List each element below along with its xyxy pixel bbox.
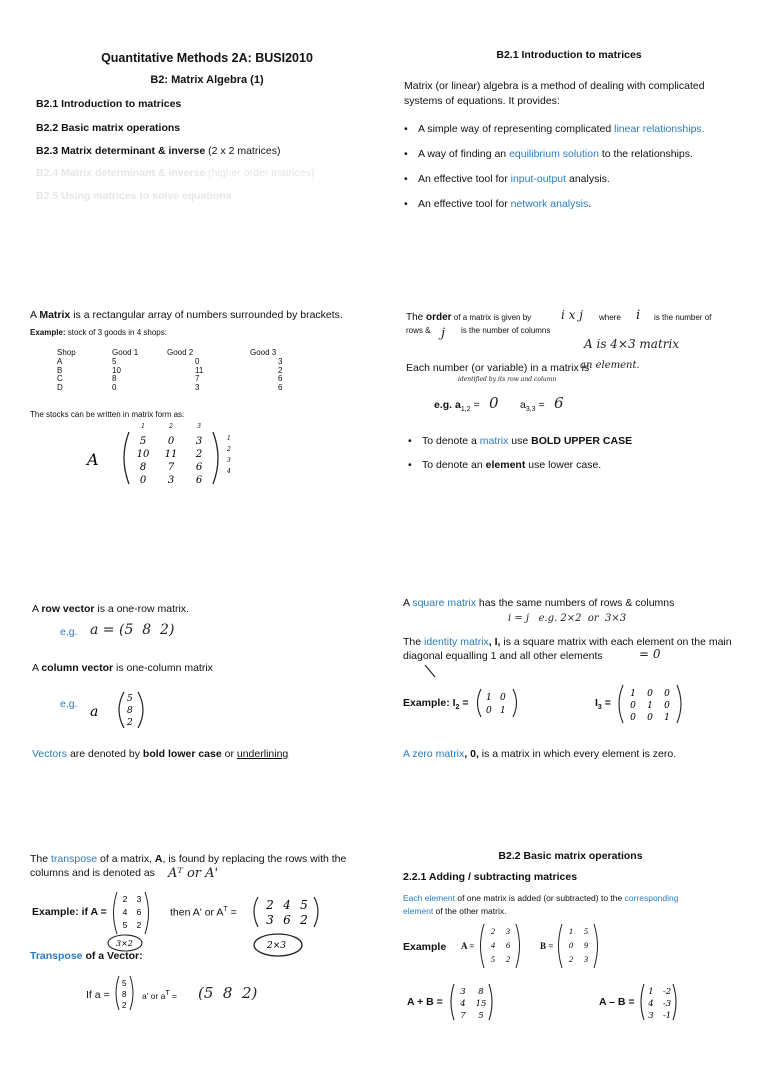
- slide-5: [32, 602, 392, 842]
- sum-cell: 7: [460, 1011, 466, 1021]
- notation-element: • To denote an element use lower case.: [408, 459, 738, 471]
- col-eg-label: e.g.: [60, 698, 78, 710]
- hand-matrix-cell: 2: [195, 449, 203, 460]
- hand-at-cell: 3: [266, 913, 274, 927]
- hand-matrix-cell: 8: [139, 462, 147, 473]
- hand-row-index: 3: [227, 457, 231, 464]
- i3-cell: 0: [647, 689, 653, 699]
- slide-4: [406, 308, 766, 548]
- hand-ixj: i x j: [561, 308, 583, 322]
- a-cell: 2: [136, 920, 142, 930]
- a-cell: 5: [122, 920, 128, 930]
- hand-matrix-name: A: [87, 450, 99, 469]
- hand-col-index: 2: [169, 423, 173, 430]
- hand-transpose-notation: Aᵀ or A': [168, 866, 219, 881]
- example-label: Example: [403, 941, 447, 953]
- hand-col-name: a: [90, 704, 99, 720]
- hand-matrix-cell: 5: [139, 436, 147, 447]
- matrix-A: [479, 922, 523, 970]
- element-example: e.g. $a_{1,2}$ =: [434, 399, 480, 414]
- identity-3x3: [617, 683, 687, 727]
- vec-cell: 5: [122, 979, 127, 988]
- a-cell: 3: [136, 894, 142, 904]
- hand-3x2-label: 3×2: [116, 939, 133, 948]
- slide-7: [30, 852, 390, 1092]
- sum-cell: 3: [460, 987, 466, 997]
- transpose-vector-heading: Transpose of a Vector:: [30, 950, 143, 962]
- vec-cell: 8: [122, 990, 127, 999]
- hand-row-index: 1: [227, 435, 231, 442]
- order-rows-label: rows &: [406, 326, 431, 335]
- contents-item-1: B2.1 Introduction to matrices: [36, 98, 182, 110]
- notation-matrix: • To denote a matrix use BOLD UPPER CASE: [408, 435, 738, 447]
- transpose-example-label: Example: if A =: [32, 906, 107, 918]
- hand-at-cell: 6: [283, 913, 291, 927]
- diff-cell: -2: [662, 987, 672, 997]
- i2-cell: 0: [486, 706, 492, 716]
- hand-identified: identified by its row and column: [458, 376, 557, 383]
- order-where: where: [599, 313, 621, 322]
- matrix-B: [557, 922, 601, 970]
- diff-cell: 1: [648, 987, 654, 997]
- a-cell: 2: [505, 954, 511, 964]
- hand-matrix-cell: 0: [167, 436, 175, 447]
- sum-cell: 5: [478, 1011, 484, 1021]
- then-label: then A' or $A^T$ =: [170, 906, 237, 919]
- a-cell: 4: [490, 940, 496, 950]
- vector-a-column: [114, 974, 136, 1014]
- i3-cell: 1: [630, 689, 636, 699]
- difference-label: A – B =: [599, 996, 635, 1008]
- sum-cell: 4: [460, 999, 466, 1009]
- i3-cell: 0: [664, 689, 670, 699]
- hand-square-note: i = j e.g. 2×2 or 3×3: [508, 613, 627, 624]
- i2-cell: 1: [500, 706, 506, 716]
- use-1: • A simple way of representing complicated linear relationships.: [404, 123, 744, 135]
- bracket-left: [119, 692, 124, 728]
- vec-cell: 2: [122, 1001, 127, 1010]
- row-eg-label: e.g.: [60, 626, 78, 638]
- hand-an-element: an element.: [580, 360, 640, 371]
- uses-list: [404, 123, 744, 210]
- matrix-form-caption: The stocks can be written in matrix form as:: [30, 410, 185, 419]
- table-row: C 8 7 6: [57, 374, 283, 384]
- i3-cell: 1: [647, 701, 653, 711]
- hand-A-transpose: [252, 895, 322, 931]
- i3-cell: 0: [664, 701, 670, 711]
- hand-at-cell: 4: [283, 898, 291, 912]
- order-definition: The order of a matrix is given by: [406, 312, 532, 323]
- hand-matrix-cell: 3: [195, 436, 203, 447]
- hand-col-value: 5: [127, 694, 133, 704]
- if-a-label: If a =: [86, 989, 110, 1001]
- slide-8-subtitle: 2.2.1 Adding / subtracting matrices: [403, 871, 578, 883]
- hand-row-index: 4: [227, 468, 231, 475]
- bracket-right: [213, 432, 218, 484]
- hand-value-0: 0: [489, 394, 499, 412]
- contents-item-4: B2.4 Matrix determinant & inverse (higher order matrices): [36, 167, 315, 179]
- hand-value-6: 6: [554, 394, 564, 412]
- vector-notation: Vectors are denoted by bold lower case or underlining: [32, 748, 289, 760]
- square-matrix-definition: A square matrix has the same numbers of rows & columns: [403, 597, 675, 609]
- order-columns-text: is the number of columns: [461, 326, 551, 335]
- hand-row-vector: a = (5 8 2): [90, 622, 175, 638]
- course-title: Quantitative Methods 2A: BUSI2010: [101, 51, 313, 65]
- b-cell: 2: [568, 954, 574, 964]
- b-cell: 9: [583, 940, 589, 950]
- table-row: B 10 11 2: [57, 365, 283, 375]
- bracket-right: [138, 692, 143, 728]
- a-cell: 3: [505, 926, 511, 936]
- diff-cell: -1: [662, 1011, 672, 1021]
- hand-matrix-cell: 6: [195, 462, 203, 473]
- hand-matrix-cell: 0: [139, 475, 147, 486]
- hand-matrix-cell: 3: [167, 475, 175, 486]
- matrix-definition: A Matrix is a rectangular array of numbers surrounded by brackets.: [30, 309, 343, 321]
- diff-cell: 4: [648, 999, 654, 1009]
- row-vector-definition: A row vector is a one-row matrix.: [32, 603, 189, 615]
- table-row: D 0 3 6: [57, 383, 283, 393]
- stock-example-label: Example: stock of 3 goods in 4 shops:: [30, 328, 167, 337]
- intro-text: Matrix (or linear) algebra is a method of dealing with complicated systems of equations. It provides:: [404, 80, 705, 107]
- use-4: • An effective tool for network analysis.: [404, 198, 744, 210]
- b-cell: 1: [568, 926, 574, 936]
- table-row: A 5 0 3: [57, 356, 283, 366]
- a-cell: 6: [136, 907, 142, 917]
- contents-item-5: B2.5 Using matrices to solve equations: [36, 190, 232, 202]
- hand-A-is-4x3: A is 4×3 matrix: [584, 337, 680, 351]
- sum-cell: 15: [475, 999, 487, 1009]
- column-vector-definition: A column vector is one-column matrix: [32, 662, 213, 674]
- hand-j: j: [441, 326, 446, 341]
- hand-difference-matrix: [639, 982, 683, 1022]
- transpose-definition: The transpose of a matrix, A, is found by replacing the rows with the columns and is denoted as: [30, 853, 347, 879]
- i3-cell: 0: [630, 713, 636, 723]
- a-cell: 2: [122, 894, 128, 904]
- hand-oval-2x3: [252, 932, 306, 962]
- diff-cell: 3: [648, 1011, 654, 1021]
- stock-table: [57, 349, 282, 393]
- element-definition: Each number (or variable) in a matrix is: [406, 362, 590, 374]
- i3-cell: 1: [664, 713, 670, 723]
- identity-3-label: $I_3$ =: [595, 697, 611, 712]
- a-cell: 6: [505, 940, 511, 950]
- a-transpose-label: a' or $a^T$ =: [142, 990, 177, 1001]
- hand-matrix-cell: 6: [195, 475, 203, 486]
- identity-example-label: Example: $I_2$ =: [403, 697, 469, 712]
- hand-col-value: 2: [127, 718, 133, 728]
- element-example-2: $a_{3,3}$ =: [520, 399, 545, 414]
- contents-item-2: B2.2 Basic matrix operations: [36, 122, 181, 134]
- slide-8: [403, 852, 763, 1092]
- matrix-A-label: A =: [461, 941, 475, 951]
- use-2: • A way of finding an equilibrium solution to the relationships.: [404, 148, 744, 160]
- hand-col-index: 1: [141, 423, 145, 430]
- sum-cell: 8: [478, 987, 484, 997]
- i2-cell: 0: [500, 693, 506, 703]
- hand-matrix-cell: 10: [136, 449, 150, 460]
- slide-8-title: B2.2 Basic matrix operations: [498, 850, 643, 862]
- identity-2x2: [475, 687, 525, 721]
- slide-6: [403, 597, 763, 837]
- diff-cell: -3: [662, 999, 672, 1009]
- hand-matrix-cell: 11: [164, 449, 178, 460]
- b-cell: 0: [568, 940, 574, 950]
- bracket-left: [124, 432, 129, 484]
- hand-at-cell: 2: [266, 898, 274, 912]
- a-cell: 2: [490, 926, 496, 936]
- adding-rule: Each element of one matrix is added (or subtracted) to the corresponding element of the other matrix.: [403, 893, 679, 916]
- b-cell: 3: [583, 954, 589, 964]
- i2-cell: 1: [486, 693, 492, 703]
- a-cell: 5: [490, 954, 496, 964]
- i3-cell: 0: [630, 701, 636, 711]
- hand-i: i: [636, 308, 641, 323]
- a-cell: 4: [122, 907, 128, 917]
- matrix-B-label: B =: [540, 941, 554, 951]
- slide-2-title: B2.1 Introduction to matrices: [496, 49, 642, 61]
- hand-row-transpose: (5 8 2): [198, 984, 258, 1002]
- matrix-A-3x2: [112, 890, 152, 936]
- table-header-row: Shop Good 1 Good 2 Good 3: [57, 348, 277, 357]
- handwritten-matrix-A: [85, 420, 285, 490]
- contents-item-3: B2.3 Matrix determinant & inverse (2 x 2 matrices): [36, 145, 281, 157]
- hand-equals-zero: = 0: [639, 647, 661, 661]
- identity-definition: The identity matrix, I, is a square matrix with each element on the main diagonal equalling 1 and all other elements: [403, 636, 732, 662]
- i3-cell: 0: [647, 713, 653, 723]
- notation-list: [408, 435, 738, 471]
- b-cell: 5: [583, 926, 589, 936]
- sum-label: A + B =: [407, 996, 443, 1008]
- hand-matrix-cell: 7: [167, 462, 175, 473]
- hand-at-cell: 2: [300, 913, 308, 927]
- hand-2x3-label: 2×3: [267, 941, 286, 951]
- course-subtitle: B2: Matrix Algebra (1): [150, 74, 264, 86]
- order-rows-text: is the number of: [654, 313, 712, 322]
- zero-matrix-definition: A zero matrix, 0, is a matrix in which every element is zero.: [403, 748, 677, 760]
- hand-at-cell: 5: [300, 898, 308, 912]
- handwritten-column-vector: [88, 688, 158, 736]
- slide-3: [30, 308, 390, 548]
- hand-row-index: 2: [227, 446, 231, 453]
- slide-2: [404, 40, 764, 280]
- hand-sum-matrix: [449, 982, 499, 1022]
- use-3: • An effective tool for input-output analysis.: [404, 173, 744, 185]
- hand-col-index: 3: [197, 423, 201, 430]
- hand-stroke: [423, 663, 443, 683]
- slide-1: [12, 40, 372, 280]
- hand-col-value: 8: [127, 706, 133, 716]
